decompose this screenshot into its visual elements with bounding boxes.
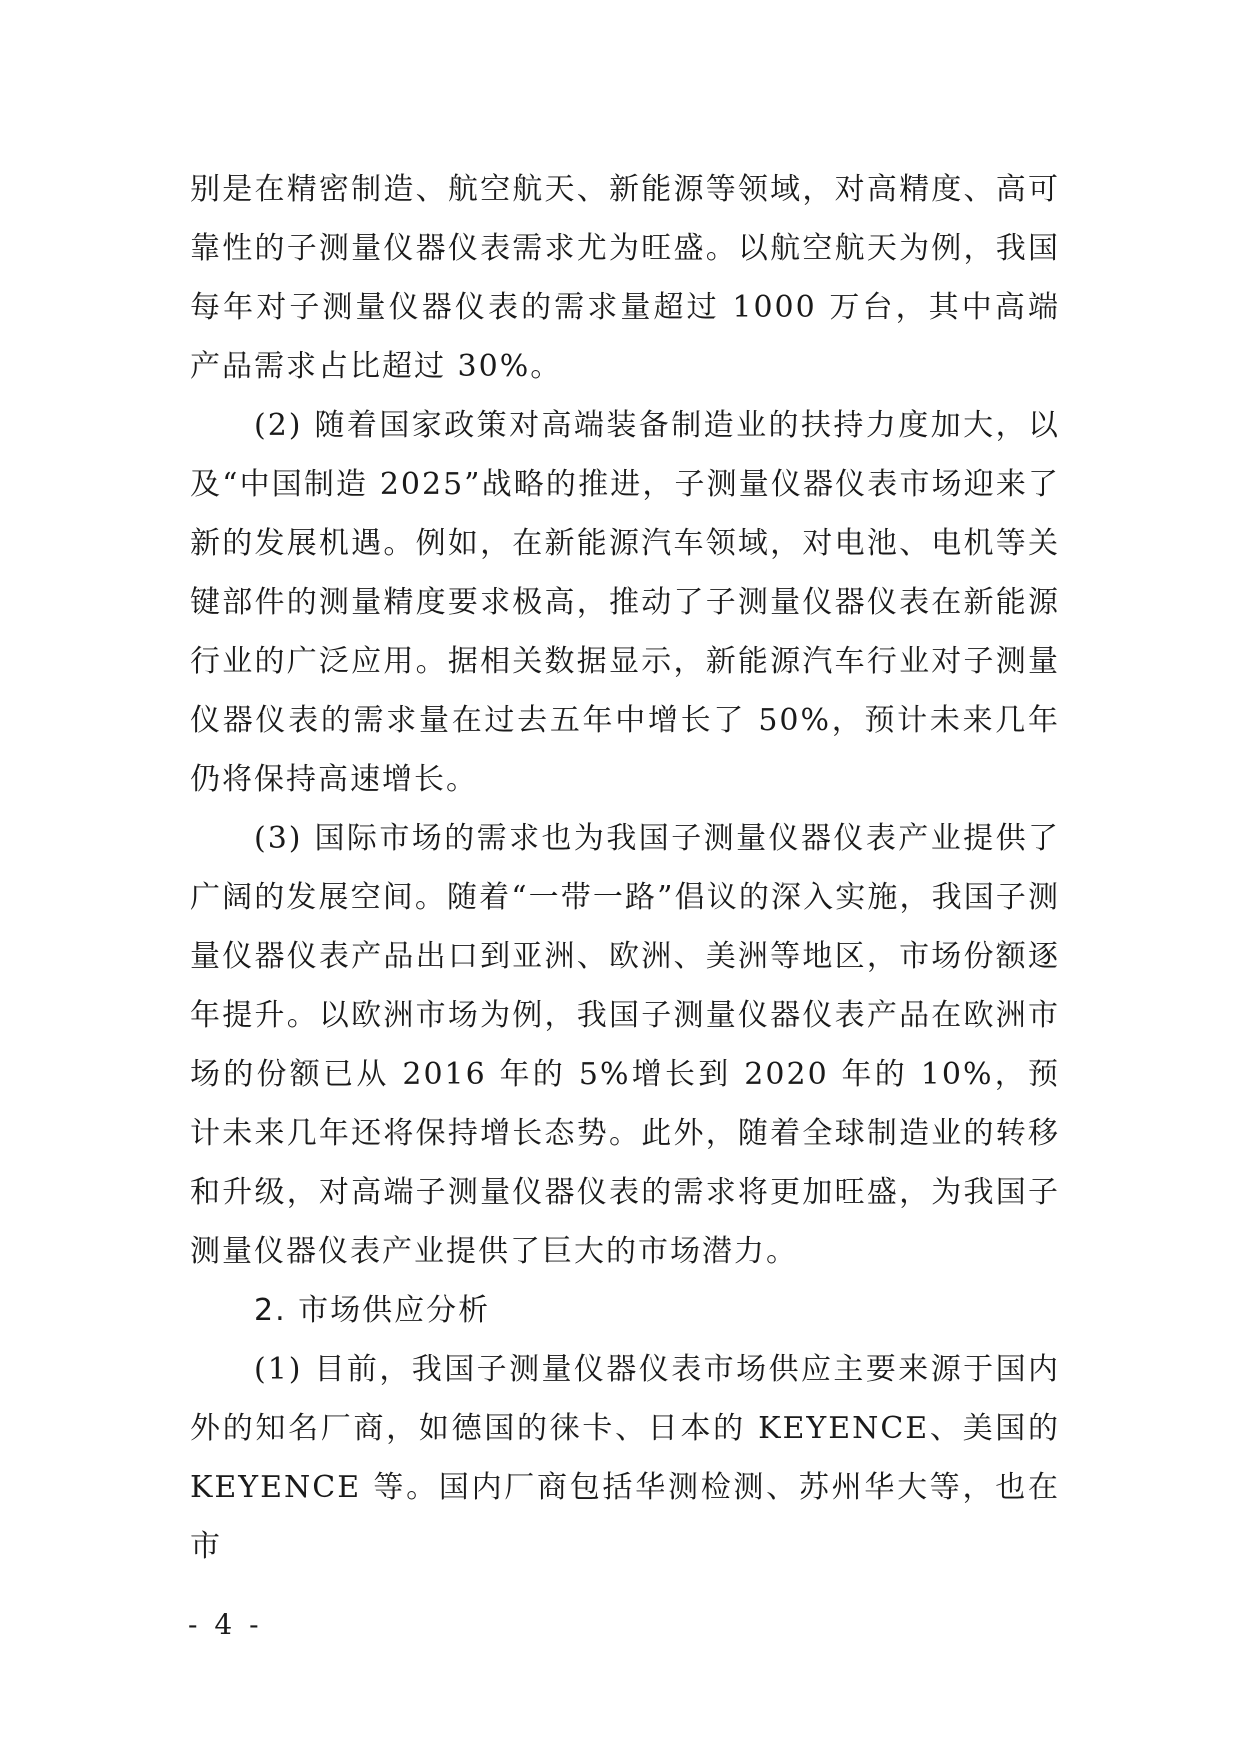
- paragraph-policy-support: (2) 随着国家政策对高端装备制造业的扶持力度加大，以及“中国制造 2025”战略的推进，子测量仪器仪表市场迎来了新的发展机遇。例如，在新能源汽车领域，对电池、电机等关键部件的测量精度要求极高，推动了子测量仪器仪表在新能源行业的广泛应用。据相关数据显示，新能源汽车行业对子测量仪器仪表的需求量在过去五年中增长了 50%，预计未来几年仍将保持高速增长。: [190, 408, 1060, 797]
- section-heading-supply-analysis: 2. 市场供应分析: [254, 1293, 491, 1328]
- page-number: - 4 -: [188, 1608, 263, 1641]
- paragraph-supply-sources: (1) 目前，我国子测量仪器仪表市场供应主要来源于国内外的知名厂商，如德国的徕卡、日本的 KEYENCE、美国的 KEYENCE 等。国内厂商包括华测检测、苏州华大等，也在市: [190, 1352, 1060, 1564]
- document-body: [190, 160, 1060, 1576]
- paragraph-continuation: 别是在精密制造、航空航天、新能源等领域，对高精度、高可靠性的子测量仪器仪表需求尤为旺盛。以航空航天为例，我国每年对子测量仪器仪表的需求量超过 1000 万台，其中高端产品需求占比超过 30%。: [190, 172, 1060, 384]
- paragraph-international-market: (3) 国际市场的需求也为我国子测量仪器仪表产业提供了广阔的发展空间。随着“一带一路”倡议的深入实施，我国子测量仪器仪表产品出口到亚洲、欧洲、美洲等地区，市场份额逐年提升。以欧洲市场为例，我国子测量仪器仪表产品在欧洲市场的份额已从 2016 年的 5%增长到 2020 年的 10%，预计未来几年还将保持增长态势。此外，随着全球制造业的转移和升级，对高端子测量仪器仪表的需求将更加旺盛，为我国子测量仪器仪表产业提供了巨大的市场潜力。: [190, 821, 1060, 1269]
